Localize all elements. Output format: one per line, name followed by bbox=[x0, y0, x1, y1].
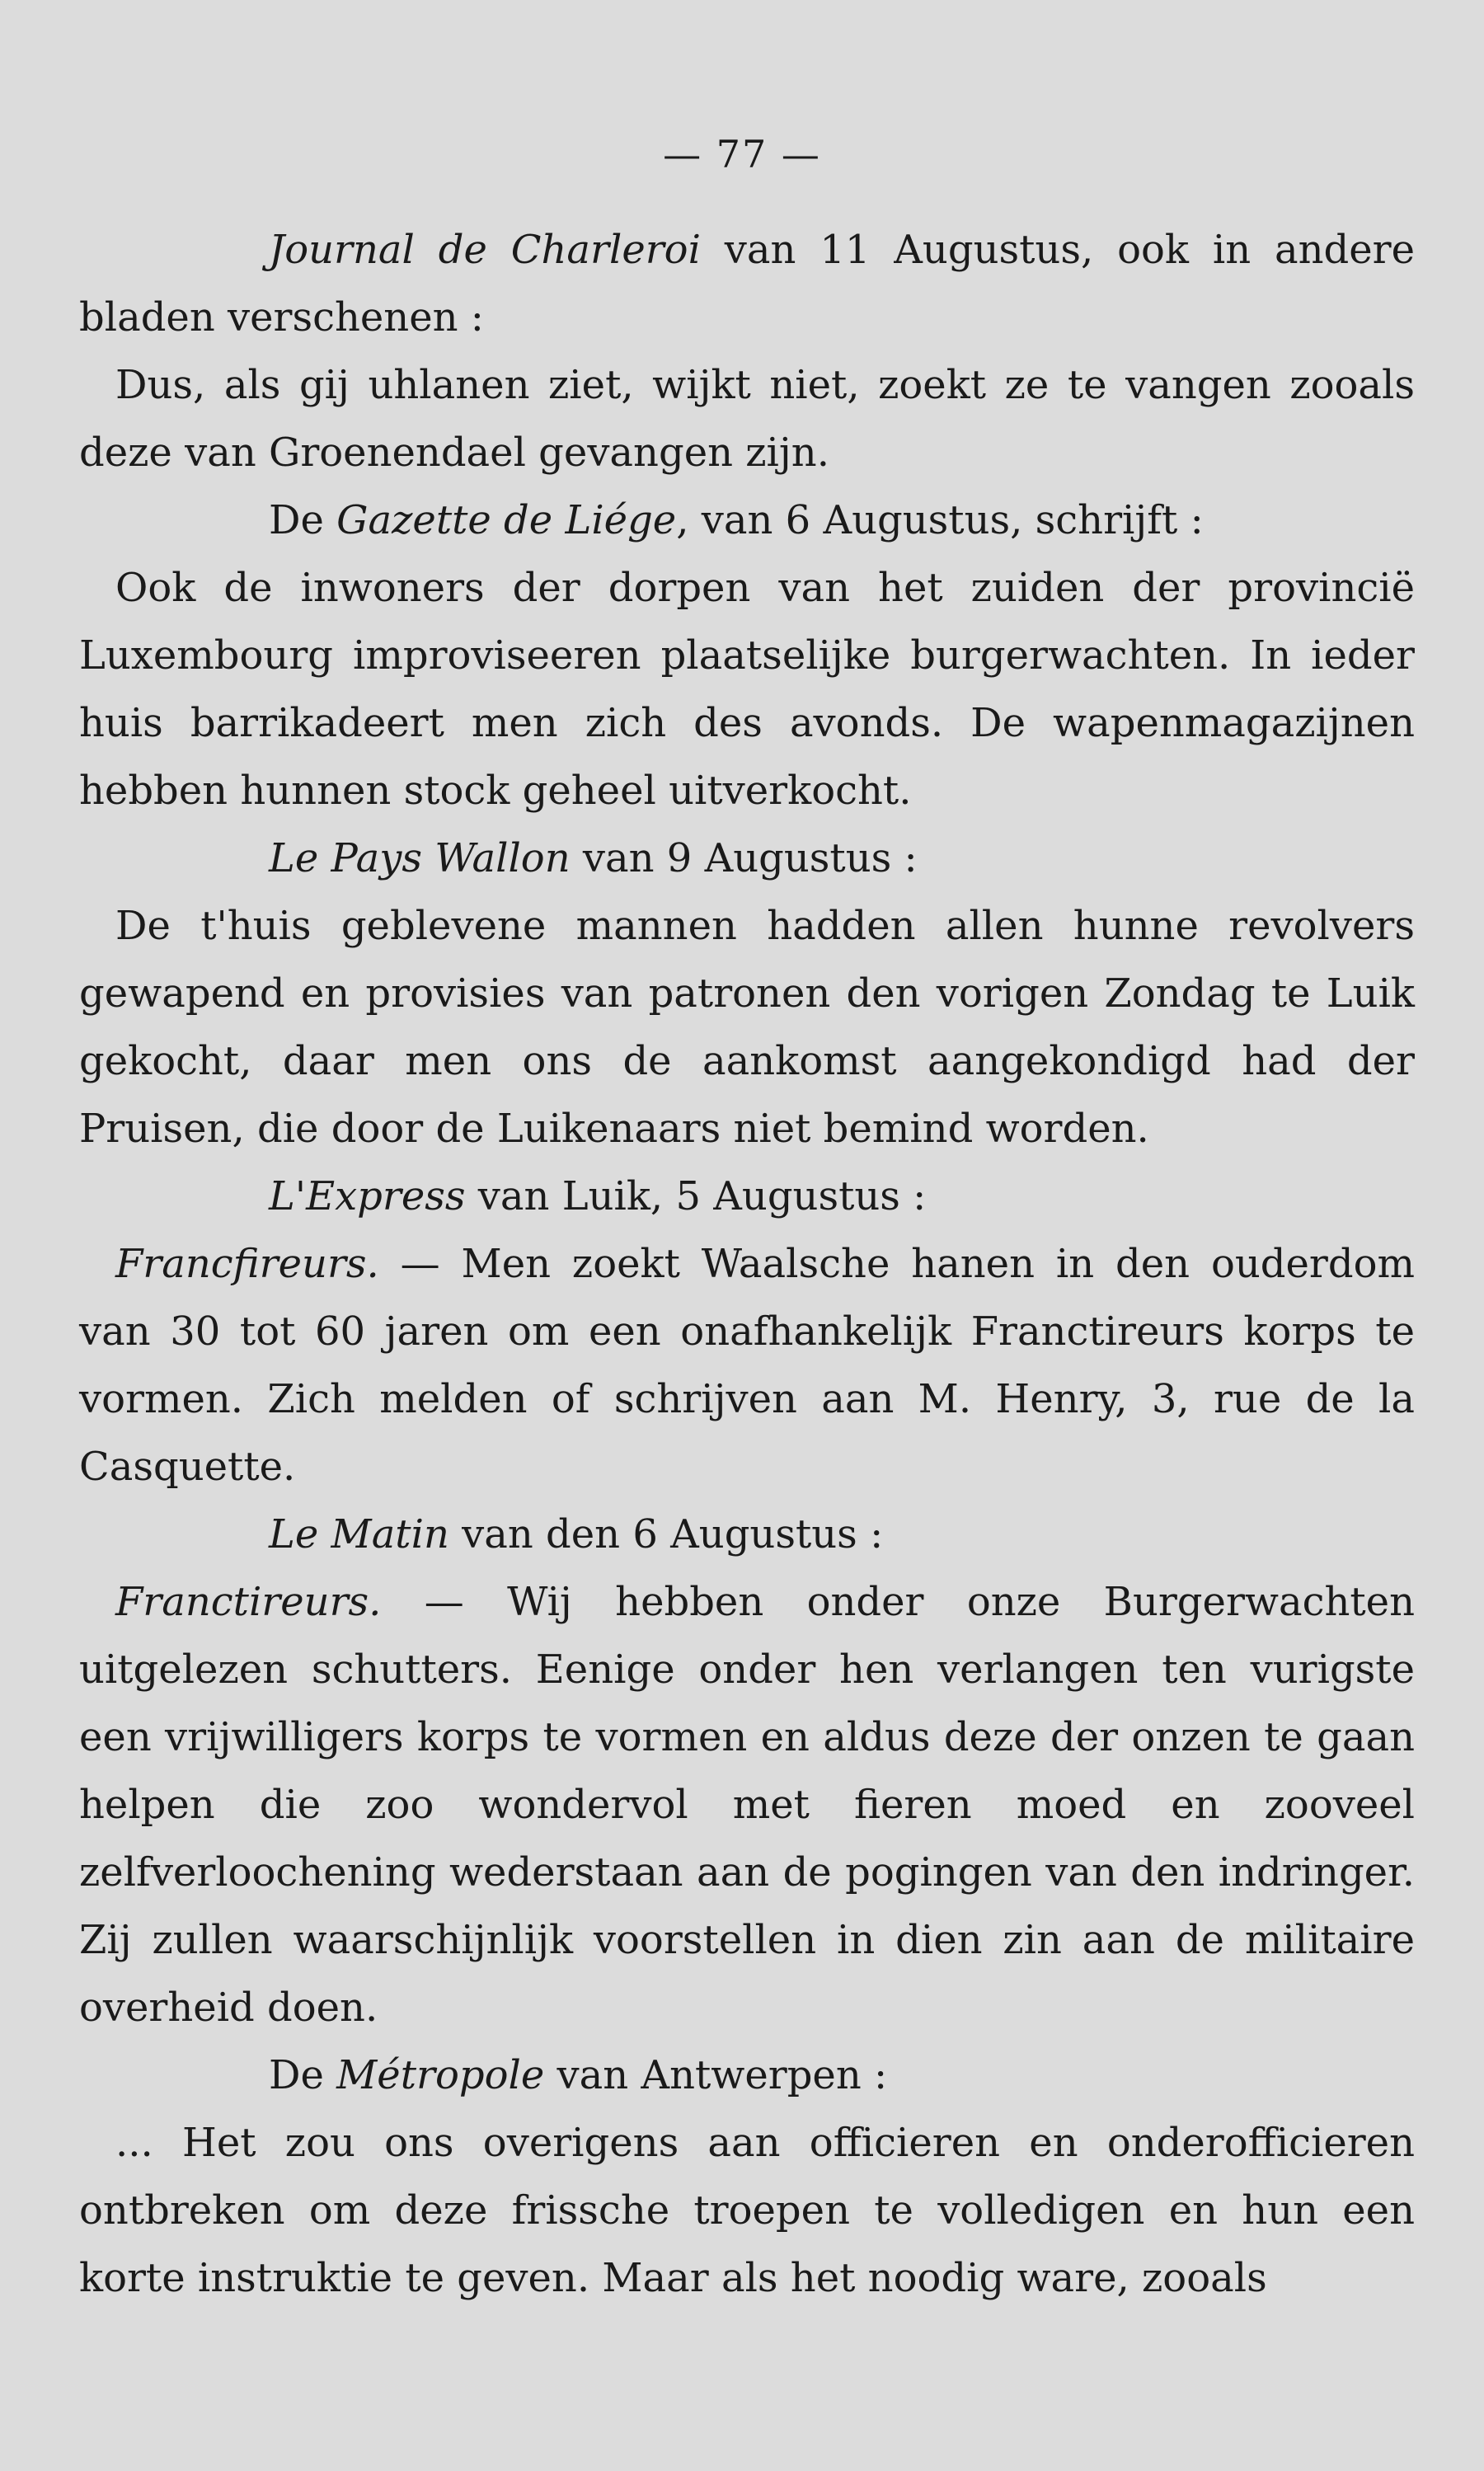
source-line-le-pays-wallon bbox=[79, 824, 1415, 892]
source-line-journal-de-charleroi bbox=[79, 216, 1415, 351]
newspaper-title: Le Matin bbox=[269, 1511, 449, 1557]
source-detail: van Antwerpen : bbox=[544, 2052, 888, 2098]
source-detail: , van 6 Augustus, schrijft : bbox=[676, 497, 1204, 543]
quote-paragraph: Ook de inwoners der dorpen van het zuiden der provincië Luxembourg improviseeren plaatselijke burgerwachten. In ieder huis barrikadeert men zich des avonds. De wapenmagazijnen hebben hunnen stock geheel uitverkocht. bbox=[79, 565, 1415, 814]
source-line-le-matin bbox=[79, 1501, 1415, 1568]
quote-paragraph: De t'huis geblevene mannen hadden allen hunne revolvers gewapend en provisies van patronen den vorigen Zondag te Luik gekocht, daar men ons de aankomst aangekondigd had der Pruisen, die door de Luikenaars niet bemind worden. bbox=[79, 903, 1415, 1152]
newspaper-title: Gazette de Liége bbox=[336, 497, 677, 543]
quote-body: — Wij hebben onder onze Burgerwachten uitgelezen schutters. Eenige onder hen verlangen ten vurigste een vrijwilligers korps te vormen en aldus deze der onzen te gaan helpen die zoo wondervol met fieren moed en zooveel zelfverloochening wederstaan aan de pogingen van den indringer. Zij zullen waarschijnlijk voorstellen in dien zin aan de militaire overheid doen. bbox=[79, 1579, 1415, 2031]
quote-body: — Men zoekt Waalsche hanen in den ouderdom van 30 tot 60 jaren om een onafhankelijk Franctireurs korps te vormen. Zich melden of schrijven aan M. Henry, 3, rue de la Casquette. bbox=[79, 1241, 1415, 1490]
quote-paragraph: ... Het zou ons overigens aan officieren en onderofficieren ontbreken om deze frissche troepen te volledigen en hun een korte instruktie te geven. Maar als het noodig ware, zooals bbox=[79, 2120, 1415, 2301]
source-prefix: De bbox=[269, 497, 337, 543]
quote-paragraph bbox=[79, 1230, 1415, 1501]
quote-heading: Franctireurs. bbox=[115, 1579, 382, 1625]
quote-heading: Francfireurs. bbox=[115, 1241, 379, 1287]
quote-paragraph bbox=[79, 1568, 1415, 2041]
page-number: — 77 — bbox=[663, 132, 821, 176]
source-detail: van 9 Augustus : bbox=[570, 835, 918, 881]
source-line-l-express bbox=[79, 1163, 1415, 1230]
newspaper-title: Métropole bbox=[336, 2052, 545, 2098]
source-line-gazette-de-liege bbox=[79, 486, 1415, 554]
page-text bbox=[79, 216, 1415, 2312]
source-detail: van Luik, 5 Augustus : bbox=[465, 1173, 927, 1219]
quote-paragraph: Dus, als gij uhlanen ziet, wijkt niet, zoekt ze te vangen zooals deze van Groenendael gevangen zijn. bbox=[79, 362, 1415, 476]
source-detail: van 11 Augustus, ook in andere bladen verschenen : bbox=[79, 227, 1415, 341]
newspaper-title: L'Express bbox=[269, 1173, 466, 1219]
newspaper-title: Le Pays Wallon bbox=[269, 835, 571, 881]
source-prefix: De bbox=[269, 2052, 337, 2098]
source-line-metropole bbox=[79, 2041, 1415, 2109]
newspaper-title: Journal de Charleroi bbox=[269, 227, 701, 273]
source-detail: van den 6 Augustus : bbox=[448, 1511, 884, 1557]
